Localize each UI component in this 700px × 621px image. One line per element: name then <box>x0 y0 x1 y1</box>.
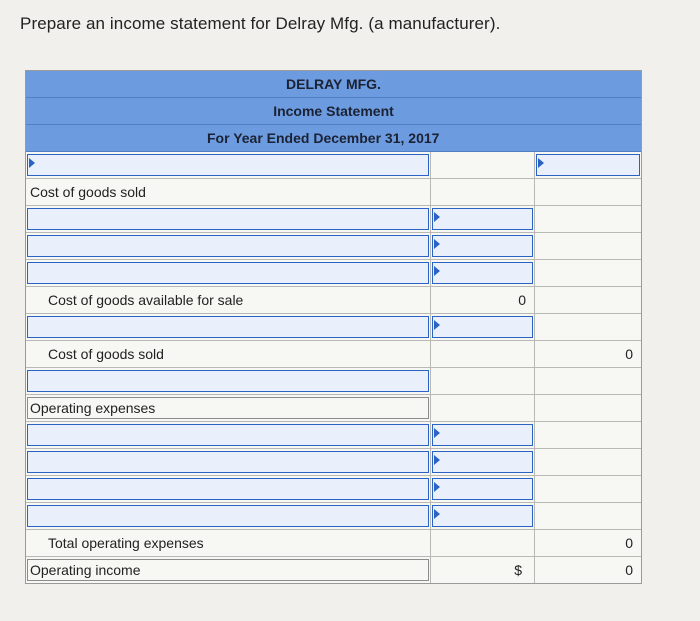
ending-inventory-amount-input[interactable] <box>432 316 533 338</box>
table-row <box>26 260 641 287</box>
dropdown-marker-icon <box>434 239 440 249</box>
table-row <box>26 449 641 476</box>
dropdown-marker-icon <box>434 509 440 519</box>
cogs-heading-label: Cost of goods sold <box>30 184 146 200</box>
cogs-amount-input-2[interactable] <box>432 235 533 257</box>
table-row <box>26 395 641 422</box>
dropdown-marker-icon <box>538 158 544 168</box>
cogs-available-label: Cost of goods available for sale <box>48 292 244 308</box>
opex-amount-input-3[interactable] <box>432 478 533 500</box>
total-opex-label: Total operating expenses <box>48 535 204 551</box>
cogs-total-value: 0 <box>625 346 633 362</box>
cogs-account-select-3[interactable] <box>27 262 429 284</box>
table-row <box>26 557 641 583</box>
table-row <box>26 314 641 341</box>
table-row <box>26 422 641 449</box>
opex-account-select-1[interactable] <box>27 424 429 446</box>
opex-amount-input-2[interactable] <box>432 451 533 473</box>
opex-heading-label: Operating expenses <box>30 400 156 416</box>
table-row <box>26 530 641 557</box>
cogs-amount-input-3[interactable] <box>432 262 533 284</box>
opex-amount-input-1[interactable] <box>432 424 533 446</box>
table-row <box>26 152 641 179</box>
dropdown-marker-icon <box>434 320 440 330</box>
cogs-available-value: 0 <box>518 292 526 308</box>
period-header <box>26 125 641 152</box>
operating-income-label: Operating income <box>30 562 141 578</box>
question-prompt: Prepare an income statement for Delray Mfg. (a manufacturer). <box>20 14 501 33</box>
table-row <box>26 206 641 233</box>
dropdown-marker-icon <box>434 482 440 492</box>
currency-symbol: $ <box>514 562 522 578</box>
gross-profit-account-select[interactable] <box>27 370 429 392</box>
operating-income-value: 0 <box>625 562 633 578</box>
company-name: DELRAY MFG. <box>286 76 381 92</box>
dropdown-marker-icon <box>434 266 440 276</box>
company-name-header <box>26 71 641 98</box>
ending-inventory-account-select[interactable] <box>27 316 429 338</box>
table-row <box>26 503 641 530</box>
statement-period: For Year Ended December 31, 2017 <box>207 130 440 146</box>
opex-account-select-2[interactable] <box>27 451 429 473</box>
amount-input-revenue[interactable] <box>536 154 640 176</box>
income-statement-table <box>25 70 642 584</box>
cogs-amount-input-1[interactable] <box>432 208 533 230</box>
account-select-revenue[interactable] <box>27 154 429 176</box>
dropdown-marker-icon <box>434 455 440 465</box>
table-row <box>26 341 641 368</box>
opex-amount-input-4[interactable] <box>432 505 533 527</box>
table-row <box>26 287 641 314</box>
cogs-total-label: Cost of goods sold <box>48 346 164 362</box>
statement-title: Income Statement <box>273 103 394 119</box>
table-row <box>26 368 641 395</box>
table-row <box>26 179 641 206</box>
cogs-account-select-1[interactable] <box>27 208 429 230</box>
total-opex-value: 0 <box>625 535 633 551</box>
opex-account-select-4[interactable] <box>27 505 429 527</box>
dropdown-marker-icon <box>29 158 35 168</box>
opex-account-select-3[interactable] <box>27 478 429 500</box>
dropdown-marker-icon <box>434 212 440 222</box>
cogs-account-select-2[interactable] <box>27 235 429 257</box>
dropdown-marker-icon <box>434 428 440 438</box>
table-row <box>26 476 641 503</box>
table-row <box>26 233 641 260</box>
statement-title-header <box>26 98 641 125</box>
